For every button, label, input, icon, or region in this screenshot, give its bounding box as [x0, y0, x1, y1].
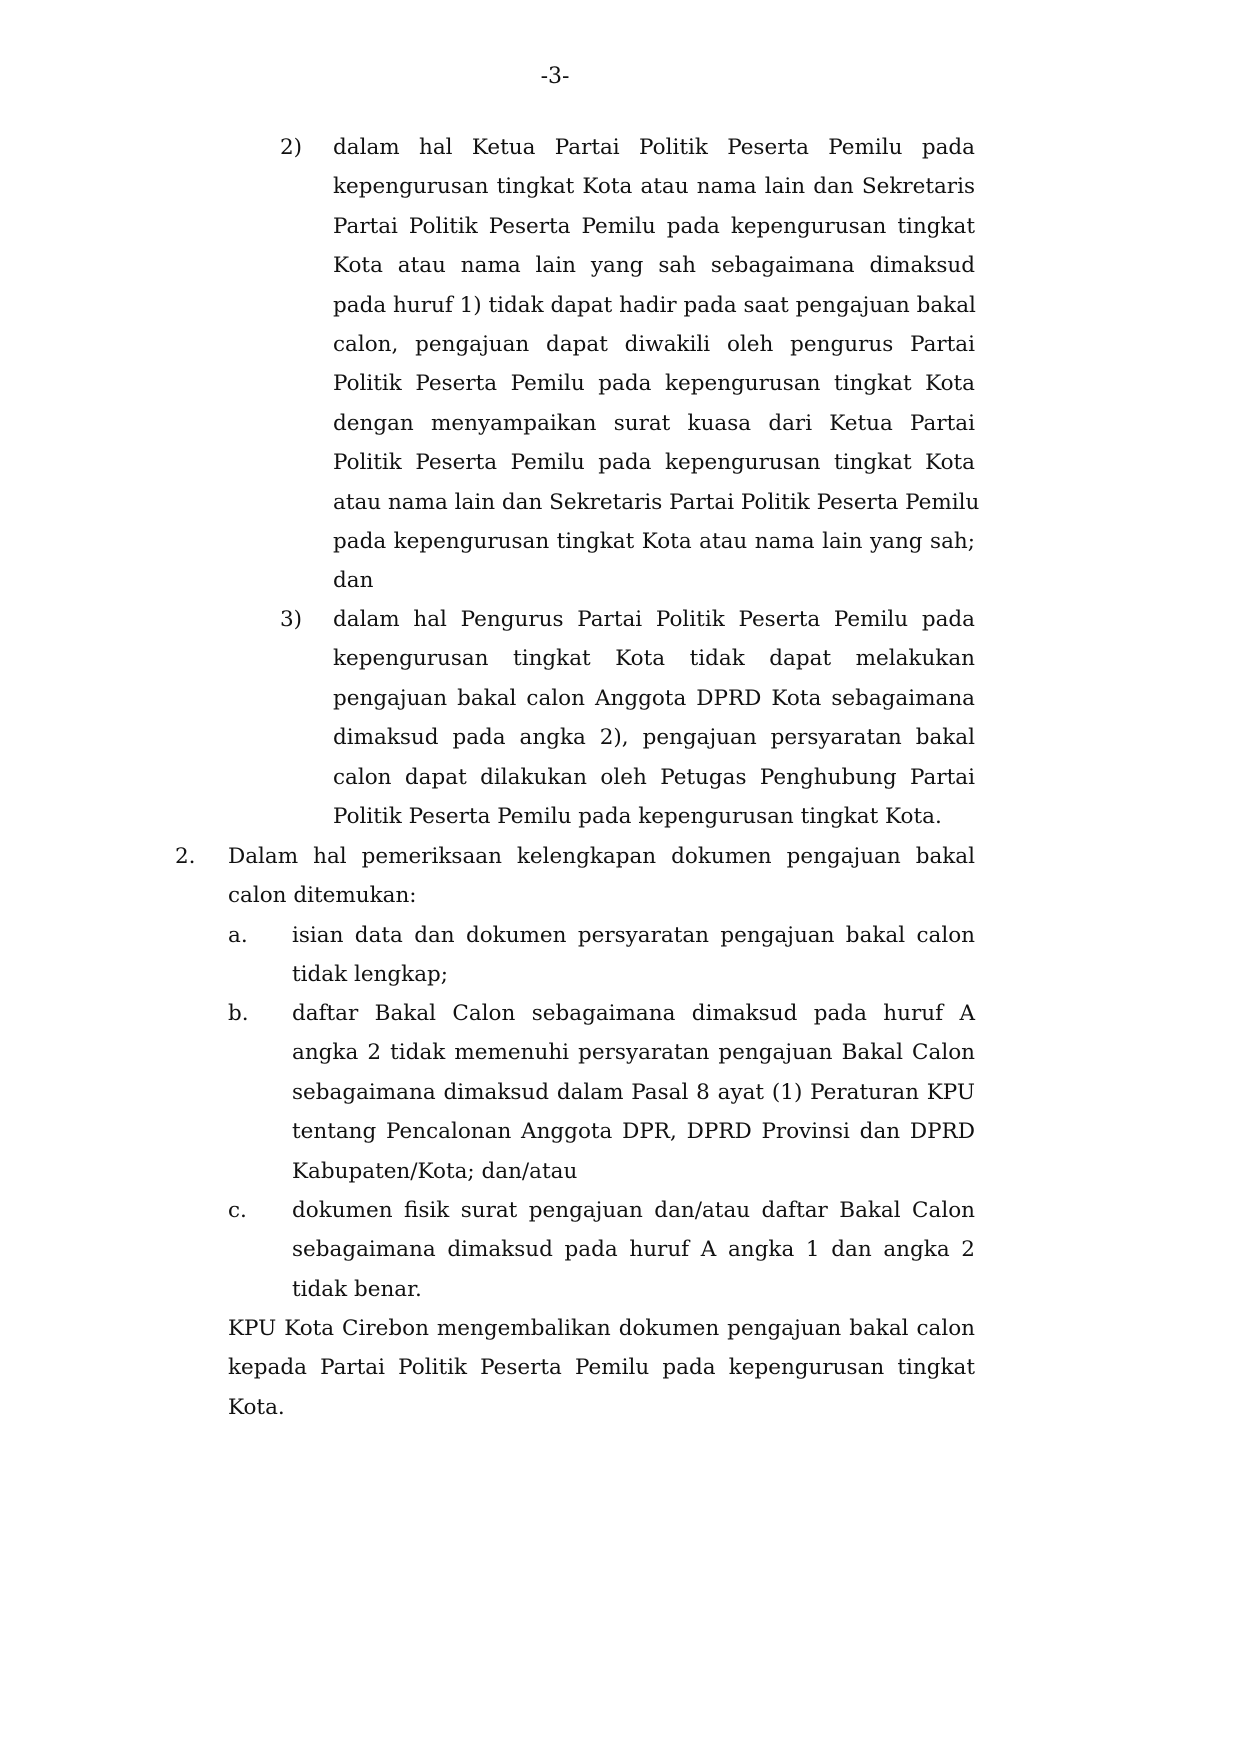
- sub-item-marker: b.: [228, 1001, 249, 1026]
- sub-item-text: [333, 600, 975, 836]
- text-line: kepengurusan tingkat Kota tidak dapat melakukan: [333, 646, 975, 672]
- text-line: calon ditemukan:: [228, 883, 417, 909]
- sub-item-c: [228, 1191, 975, 1309]
- text-line: angka 2 tidak memenuhi persyaratan pengajuan Bakal Calon: [292, 1040, 975, 1066]
- closing-paragraph: [228, 1309, 975, 1427]
- sub-item-b: [228, 994, 975, 1191]
- page-number: -3-: [540, 64, 570, 89]
- item-2: [175, 837, 975, 916]
- text-line: tidak benar.: [292, 1276, 422, 1302]
- sub-item-text: [292, 994, 975, 1191]
- text-line: calon, pengajuan dapat diwakili oleh pengurus Partai: [333, 332, 975, 358]
- text-line: dengan menyampaikan surat kuasa dari Ketua Partai: [333, 410, 975, 436]
- text-line: tidak lengkap;: [292, 962, 449, 988]
- text-line: dimaksud pada angka 2), pengajuan persyaratan bakal: [333, 725, 975, 751]
- text-line: isian data dan dokumen persyaratan pengajuan bakal calon: [292, 923, 975, 948]
- sub-item-text: [292, 916, 975, 995]
- sub-item-text: [292, 1191, 975, 1309]
- text-line: KPU Kota Cirebon mengembalikan dokumen pengajuan bakal calon: [228, 1316, 975, 1341]
- text-line: calon dapat dilakukan oleh Petugas Penghubung Partai: [333, 764, 975, 790]
- text-line: Partai Politik Peserta Pemilu pada kepengurusan tingkat: [333, 213, 975, 239]
- text-line: Politik Peserta Pemilu pada kepengurusan tingkat Kota.: [333, 804, 942, 830]
- sub-item-a: [228, 916, 975, 995]
- text-line: atau nama lain dan Sekretaris Partai Politik Peserta Pemilu: [333, 489, 980, 515]
- text-line: Politik Peserta Pemilu pada kepengurusan tingkat Kota: [333, 450, 975, 476]
- text-line: dalam hal Ketua Partai Politik Peserta Pemilu pada: [333, 135, 975, 160]
- text-line: Kota.: [228, 1394, 285, 1420]
- text-line: dalam hal Pengurus Partai Politik Peserta Pemilu pada: [333, 607, 975, 632]
- text-line: pada huruf 1) tidak dapat hadir pada saat pengajuan bakal: [333, 292, 976, 318]
- closing-text: [228, 1309, 975, 1427]
- text-line: sebagaimana dimaksud pada huruf A angka 1 dan angka 2: [292, 1237, 975, 1263]
- sub-item-marker: a.: [228, 923, 248, 948]
- item-text: [228, 837, 975, 916]
- text-line: pengajuan bakal calon Anggota DPRD Kota sebagaimana: [333, 685, 975, 711]
- text-line: Politik Peserta Pemilu pada kepengurusan tingkat Kota: [333, 371, 975, 397]
- sub-item-marker: c.: [228, 1198, 247, 1223]
- sub-item-3: [280, 600, 975, 836]
- text-line: Kabupaten/Kota; dan/atau: [292, 1158, 578, 1184]
- sub-item-text: [333, 128, 980, 601]
- item-marker: 2.: [175, 844, 196, 869]
- text-line: Kota atau nama lain yang sah sebagaimana dimaksud: [333, 253, 975, 279]
- text-line: kepengurusan tingkat Kota atau nama lain dan Sekretaris: [333, 174, 975, 200]
- sub-item-marker: 3): [280, 607, 303, 632]
- text-line: kepada Partai Politik Peserta Pemilu pada kepengurusan tingkat: [228, 1355, 975, 1381]
- sub-item-2: [280, 128, 980, 601]
- text-line: dokumen fisik surat pengajuan dan/atau daftar Bakal Calon: [292, 1198, 975, 1223]
- text-line: tentang Pencalonan Anggota DPR, DPRD Provinsi dan DPRD: [292, 1119, 975, 1145]
- text-line: dan: [333, 568, 374, 594]
- sub-item-marker: 2): [280, 135, 303, 160]
- text-line: sebagaimana dimaksud dalam Pasal 8 ayat (1) Peraturan KPU: [292, 1079, 975, 1105]
- text-line: pada kepengurusan tingkat Kota atau nama lain yang sah;: [333, 529, 975, 555]
- text-line: Dalam hal pemeriksaan kelengkapan dokumen pengajuan bakal: [228, 844, 975, 869]
- text-line: daftar Bakal Calon sebagaimana dimaksud pada huruf A: [292, 1001, 975, 1026]
